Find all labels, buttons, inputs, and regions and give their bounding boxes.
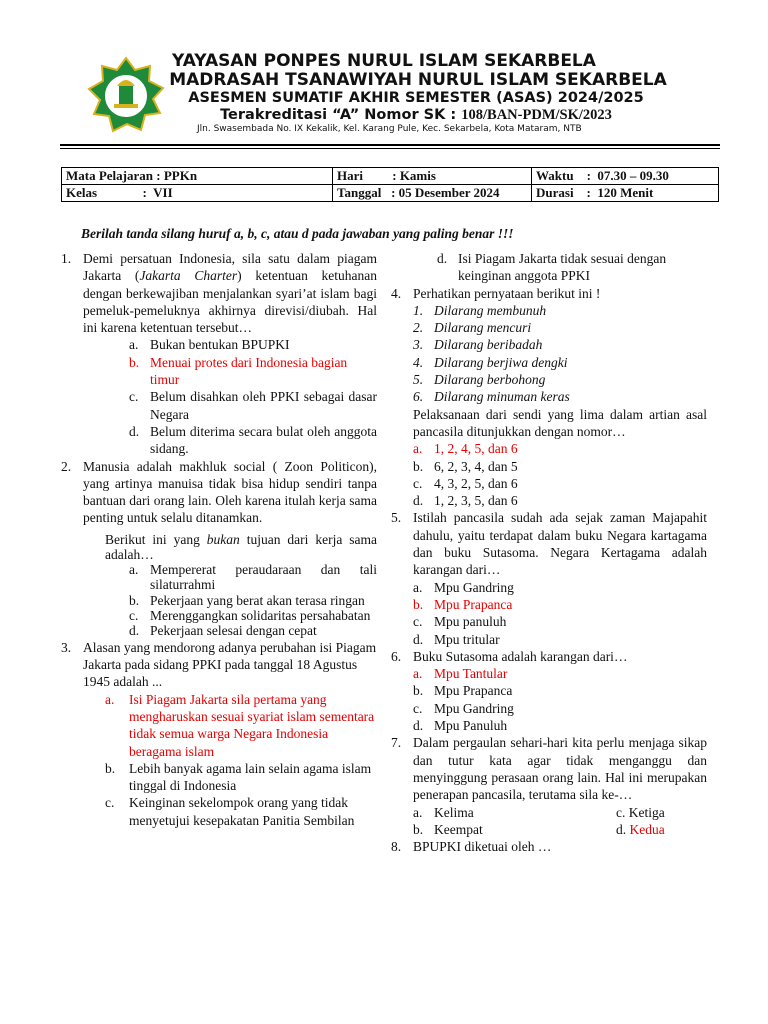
question-number: 6. bbox=[391, 648, 402, 664]
question-text: Perhatikan pernyataan berikut ini ! bbox=[413, 285, 601, 301]
question-number: 8. bbox=[391, 839, 402, 855]
info-mapel: Mata Pelajaran : PPKn bbox=[62, 168, 333, 185]
statement-item: 5. Dilarang berbohong bbox=[413, 372, 546, 388]
option-b[interactable]: b. Keempat bbox=[413, 821, 483, 837]
option-b[interactable]: b. Lebih banyak agama lain selain agama islam tinggal di Indonesia bbox=[105, 760, 372, 794]
options bbox=[83, 691, 377, 829]
option-a[interactable]: a. Mpu Tantular bbox=[413, 666, 508, 682]
option-b[interactable]: b. Menuai protes dari Indonesia bagian timur bbox=[129, 354, 348, 388]
question-number: 3. bbox=[61, 639, 72, 655]
option-d[interactable]: d. Belum diterima secara bulat oleh anggota sidang. bbox=[129, 423, 377, 457]
statement-item: 6. Dilarang minuman keras bbox=[413, 389, 570, 405]
info-durasi: Durasi : 120 Menit bbox=[532, 185, 719, 202]
option-c[interactable]: c. Mpu panuluh bbox=[413, 614, 507, 630]
question-4 bbox=[391, 285, 707, 510]
header-asesmen: ASESMEN SUMATIF AKHIR SEMESTER (ASAS) 2024/2025 bbox=[188, 90, 644, 106]
question-text: Manusia adalah makhluk social ( Zoon Politicon), yang artinya manuisa tidak bisa hidup sendiri tanpa bantuan dari orang lain. Oleh karena itulah kerja sama penting untuk selalu ditanamkan. bbox=[83, 458, 377, 526]
option-d[interactable]: d. Kedua bbox=[616, 821, 665, 837]
question-text: Demi persatuan Indonesia, sila satu dalam piagam Jakarta (Jakarta Charter) ketentuan ketuhanan dengan berkewajiban menjalankan syari’at islam bagi pemeluk-pemeluknya akhirnya direvisi/diubah. Hal ini karena ketentuan tersebut… bbox=[83, 251, 377, 336]
info-waktu: Waktu : 07.30 – 09.30 bbox=[532, 168, 719, 185]
info-tanggal: Tanggal : 05 Desember 2024 bbox=[333, 185, 532, 202]
exam-info-table bbox=[61, 167, 719, 202]
option-d[interactable]: d. Pekerjaan selesai dengan cepat bbox=[129, 623, 317, 639]
option-b[interactable]: b. Mpu Prapanca bbox=[413, 683, 513, 699]
option-b[interactable]: b. Pekerjaan yang berat akan terasa ringan bbox=[129, 592, 365, 608]
options bbox=[413, 579, 707, 648]
header-madrasah: MADRASAH TSANAWIYAH NURUL ISLAM SEKARBELA bbox=[169, 70, 667, 90]
question-text: Dalam pergaulan sehari-hari kita perlu menjaga sikap dan tutur kata agar tidak menganggu dan menyinggung perasaan orang lain. Hal ini merupakan penerapan pancasila, terutama sila ke-… bbox=[413, 735, 707, 803]
question-3-option-d[interactable]: d. Isi Piagam Jakarta tidak sesuai dengan keinginan anggota PPKI bbox=[437, 251, 667, 284]
question-number: 5. bbox=[391, 510, 402, 526]
info-row bbox=[62, 185, 719, 202]
options bbox=[413, 665, 707, 734]
statement-item: 1. Dilarang membunuh bbox=[413, 302, 547, 318]
left-column bbox=[61, 250, 377, 829]
option-b[interactable]: b. 6, 2, 3, 4, dan 5 bbox=[413, 458, 518, 474]
option-a[interactable]: a. Isi Piagam Jakarta sila pertama yang mengharuskan sesuai syariat islam sementara tidak semua warga Negara Indonesia beragama islam bbox=[105, 691, 375, 759]
info-hari: Hari : Kamis bbox=[333, 168, 532, 185]
question-subtext: Berikut ini yang bukan tujuan dari kerja sama adalah… bbox=[105, 531, 377, 562]
header-akreditasi bbox=[180, 107, 652, 124]
option-d[interactable]: d. Mpu Panuluh bbox=[413, 718, 508, 734]
question-number: 7. bbox=[391, 735, 402, 751]
option-c[interactable]: c. Ketiga bbox=[616, 804, 665, 820]
akreditasi-sk: 108/BAN-PDM/SK/2023 bbox=[461, 107, 612, 123]
option-c[interactable]: c. Merenggangkan solidaritas persahabatan bbox=[129, 607, 371, 623]
question-3 bbox=[61, 639, 377, 829]
option-a[interactable]: a. Mpu Gandring bbox=[413, 579, 514, 595]
option-b[interactable]: b. Mpu Prapanca bbox=[413, 596, 513, 612]
statement-item: 3. Dilarang beribadah bbox=[413, 337, 543, 353]
question-5 bbox=[391, 509, 707, 647]
option-a[interactable]: a. Kelima bbox=[413, 804, 474, 820]
header-rule bbox=[60, 144, 720, 146]
question-number: 1. bbox=[61, 251, 72, 266]
question-1 bbox=[61, 250, 377, 458]
akreditasi-label: Terakreditasi “A” Nomor SK : bbox=[220, 107, 457, 123]
info-kelas: Kelas : VII bbox=[62, 185, 333, 202]
statement-item: 4. Dilarang berjiwa dengki bbox=[413, 354, 568, 370]
option-a[interactable]: a. Mempererat peraudaraan dan tali silaturrahmi bbox=[129, 561, 377, 593]
right-column bbox=[391, 250, 707, 855]
header-rule-thin bbox=[60, 148, 720, 149]
question-text: Alasan yang mendorong adanya perubahan isi Piagam Jakarta pada sidang PPKI pada tanggal 18 Agustus 1945 adalah ... bbox=[83, 639, 377, 690]
question-text: Buku Sutasoma adalah karangan dari… bbox=[413, 648, 628, 664]
question-6 bbox=[391, 648, 707, 734]
question-follow: Pelaksanaan dari sendi yang lima dalam artian asal pancasila ditunjukkan dengan nomor… bbox=[413, 406, 707, 439]
option-d[interactable]: d. 1, 2, 3, 5, dan 6 bbox=[413, 493, 518, 509]
options bbox=[83, 336, 377, 457]
question-number: 2. bbox=[61, 458, 72, 474]
instruction: Berilah tanda silang huruf a, b, c, atau d pada jawaban yang paling benar !!! bbox=[81, 226, 514, 241]
option-a[interactable]: a. Bukan bentukan BPUPKI bbox=[129, 337, 290, 353]
info-row bbox=[62, 168, 719, 185]
question-2 bbox=[61, 458, 377, 639]
option-c[interactable]: c. 4, 3, 2, 5, dan 6 bbox=[413, 475, 518, 491]
option-c[interactable]: c. Mpu Gandring bbox=[413, 700, 514, 716]
option-c[interactable]: c. Keinginan sekelompok orang yang tidak menyetujui kesepakatan Panitia Sembilan bbox=[105, 795, 355, 828]
header-yayasan: YAYASAN PONPES NURUL ISLAM SEKARBELA bbox=[172, 51, 596, 71]
option-d[interactable]: d. Mpu tritular bbox=[413, 631, 500, 647]
option-a[interactable]: a. 1, 2, 4, 5, dan 6 bbox=[413, 441, 518, 457]
options bbox=[83, 562, 377, 639]
options bbox=[413, 440, 707, 509]
statement-item: 2. Dilarang mencuri bbox=[413, 320, 532, 336]
question-7 bbox=[391, 734, 707, 838]
question-number: 4. bbox=[391, 285, 402, 301]
option-c[interactable]: c. Belum disahkan oleh PPKI sebagai dasar Negara bbox=[129, 389, 377, 422]
question-text: BPUPKI diketuai oleh … bbox=[413, 839, 552, 855]
options bbox=[413, 804, 707, 839]
question-text: Istilah pancasila sudah ada sejak zaman Majapahit dahulu, yaitu terdapat dalam buku Negara kartagama dan buku Sutasoma. Negara Kertagama adalah karangan dari… bbox=[413, 510, 707, 578]
statement-list bbox=[413, 302, 707, 406]
question-8 bbox=[391, 838, 707, 855]
header-address: Jln. Swasembada No. IX Kekalik, Kel. Karang Pule, Kec. Sekarbela, Kota Mataram, NTB bbox=[197, 124, 582, 134]
